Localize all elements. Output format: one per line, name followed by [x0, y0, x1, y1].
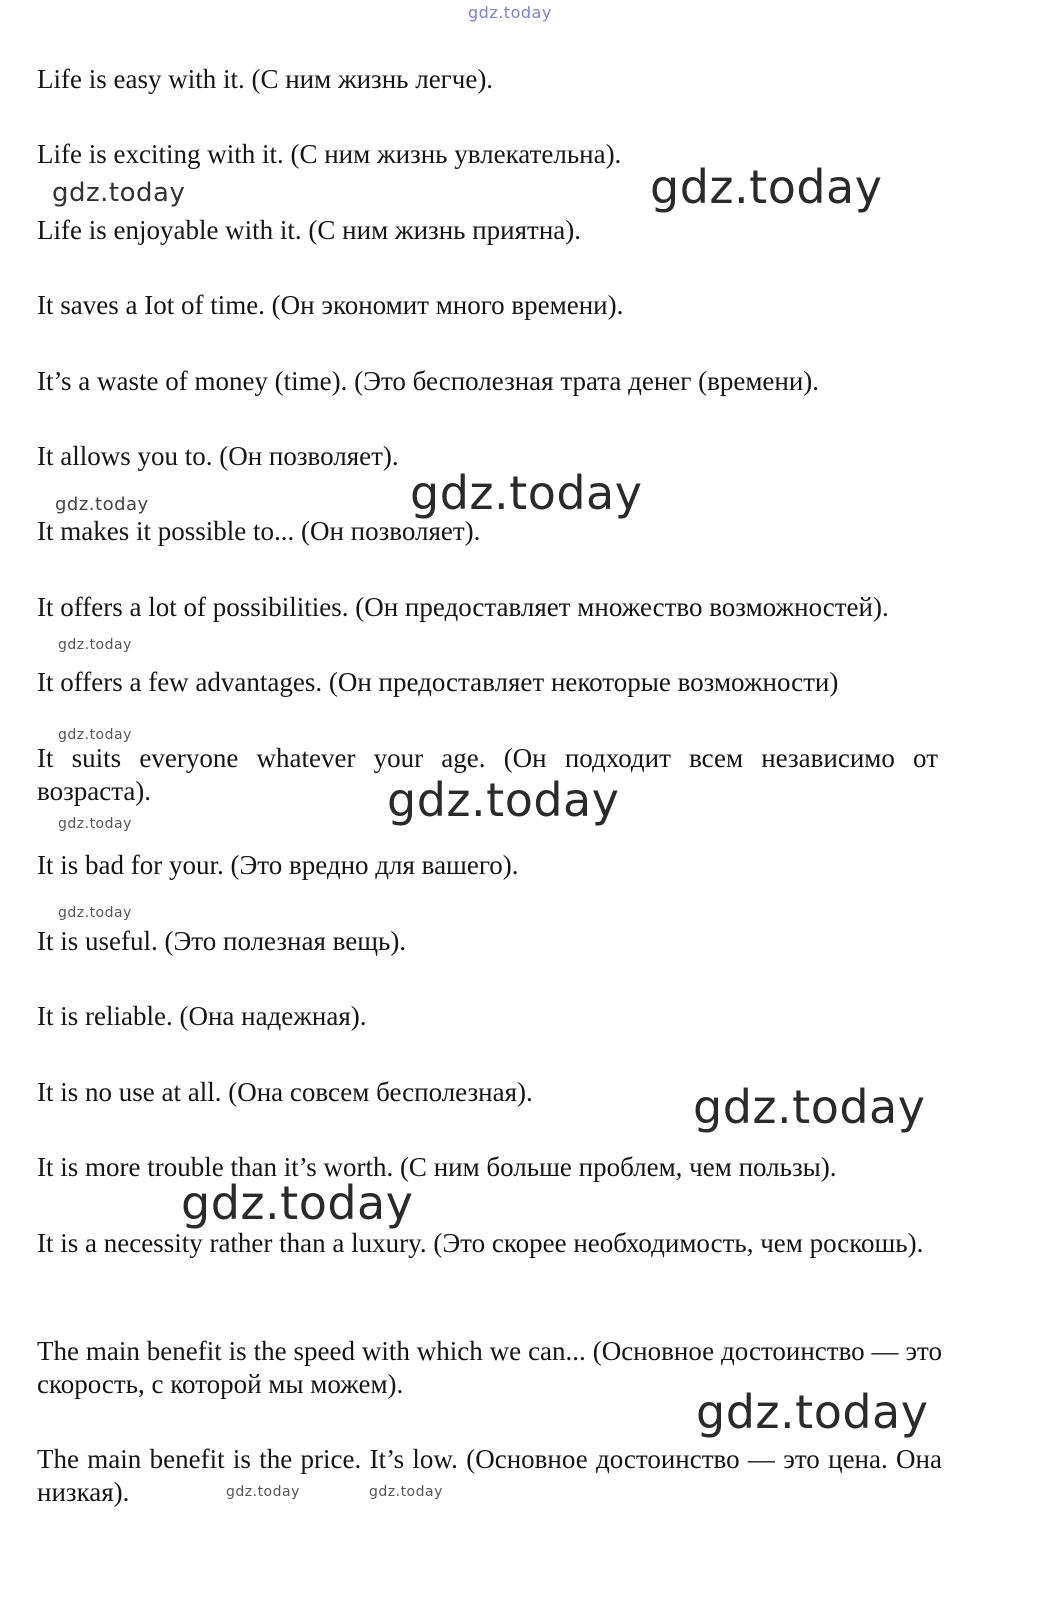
top-watermark: gdz.today	[468, 3, 552, 22]
watermark: gdz.today	[55, 494, 149, 515]
phrase-line: It is bad for your. (Это вредно для вашего).	[37, 850, 519, 880]
watermark: gdz.today	[181, 1176, 414, 1230]
watermark: gdz.today	[387, 773, 620, 827]
phrase-line: Life is exciting with it. (С ним жизнь увлекательна).	[37, 139, 622, 169]
watermark: gdz.today	[696, 1385, 929, 1439]
phrase-line: It makes it possible to... (Он позволяет).	[37, 516, 481, 546]
phrase-line: It suits everyone whatever your age. (Он подходит всем независимо от возраста).	[37, 743, 938, 806]
watermark: gdz.today	[58, 727, 132, 743]
phrase-line: It is no use at all. (Она совсем бесполезная).	[37, 1077, 533, 1107]
phrase-line: The main benefit is the price. It’s low. (Основное достоинство — это цена. Она низкая).	[37, 1444, 942, 1507]
phrase-line: It is useful. (Это полезная вещь).	[37, 926, 407, 956]
phrase-line: It is a necessity rather than a luxury. (Это скорее необходимость, чем роскошь).	[37, 1228, 924, 1258]
watermark: gdz.today	[410, 466, 643, 520]
watermark: gdz.today	[693, 1080, 926, 1134]
phrase-line: It allows you to. (Он позволяет).	[37, 441, 399, 471]
watermark: gdz.today	[369, 1484, 443, 1500]
phrase-line: The main benefit is the speed with which we can... (Основное достоинство — это скорость, с которой мы можем).	[37, 1336, 942, 1399]
phrase-line: Life is easy with it. (С ним жизнь легче).	[37, 64, 494, 94]
phrase-line: Life is enjoyable with it. (С ним жизнь приятна).	[37, 215, 581, 245]
watermark: gdz.today	[52, 178, 186, 208]
phrase-line: It’s a waste of money (time). (Это бесполезная трата денег (времени).	[37, 366, 820, 396]
phrase-line: It saves a Iot of time. (Он экономит много времени).	[37, 290, 624, 320]
phrase-line: It is reliable. (Она надежная).	[37, 1001, 367, 1031]
phrase-line: It offers a lot of possibilities. (Он предоставляет множество возможностей).	[37, 592, 889, 622]
watermark: gdz.today	[58, 905, 132, 921]
watermark: gdz.today	[650, 160, 883, 214]
watermark: gdz.today	[226, 1484, 300, 1500]
watermark: gdz.today	[58, 816, 132, 832]
phrase-line: It is more trouble than it’s worth. (С ним больше проблем, чем пользы).	[37, 1152, 837, 1182]
watermark: gdz.today	[58, 637, 132, 653]
phrase-line: It offers a few advantages. (Он предоставляет некоторые возможности)	[37, 667, 839, 697]
